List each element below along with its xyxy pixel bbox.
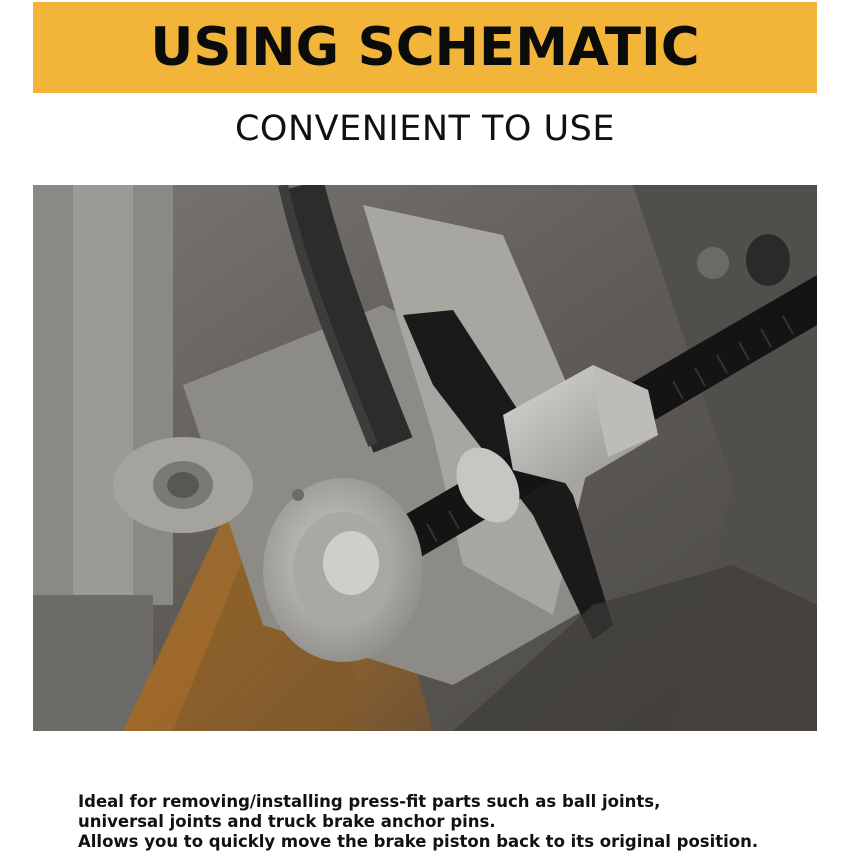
header-banner — [33, 2, 817, 93]
subtitle: CONVENIENT TO USE — [234, 109, 616, 149]
banner-title: USING SCHEMATIC — [150, 17, 700, 78]
brake-caliper-tool-photo-icon — [33, 185, 817, 731]
product-description — [78, 792, 838, 852]
caption-line: Ideal for removing/installing press-fit parts such as ball joints, — [78, 792, 661, 811]
caption-line: Allows you to quickly move the brake piston back to its original position. — [78, 832, 759, 851]
caption-line: universal joints and truck brake anchor pins. — [78, 812, 496, 831]
product-photo — [33, 185, 817, 731]
